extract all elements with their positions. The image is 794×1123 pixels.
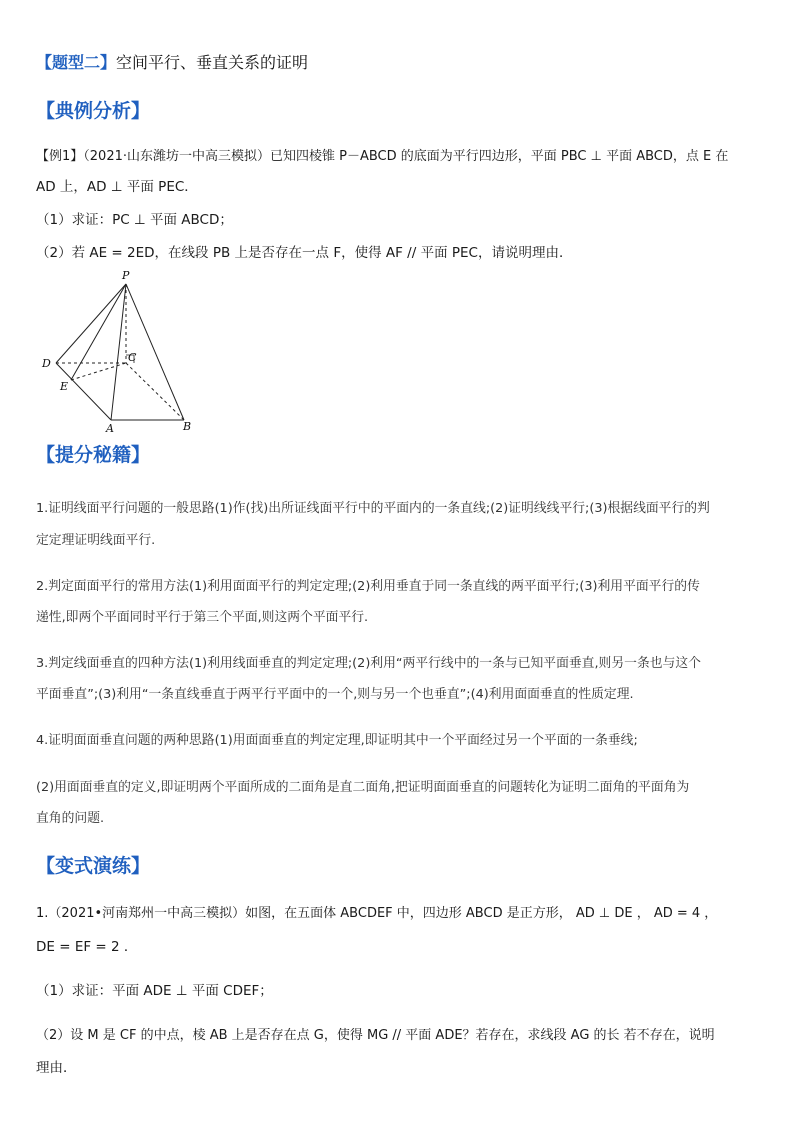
section-title-text: 空间平行、垂直关系的证明 (116, 53, 309, 72)
section-title (36, 50, 308, 73)
section-bracket: 【题型二】 (36, 53, 117, 72)
example-question-1: （1）求证：PC ⊥ 平面 ABCD； (36, 212, 233, 228)
variant-question-2-line-2: 理由． (36, 1060, 77, 1076)
label-P: P (122, 269, 130, 282)
tip-3-line-2: 平面垂直”;(3)利用“一条直线垂直于两平行平面中的一个,则与另一个也垂直”;(4)利用面面垂直的性质定理. (36, 687, 634, 702)
example-line-2: AD 上，AD ⊥ 平面 PEC． (36, 179, 198, 195)
tip-5-line-1: (2)用面面垂直的定义,即证明两个平面所成的二面角是直二面角,把证明面面垂直的问题转化为证明二面角的平面角为 (36, 780, 690, 795)
label-D: D (42, 357, 51, 370)
variant-line-1: 1.（2021•河南郑州一中高三模拟）如图，在五面体 ABCDEF 中，四边形 ABCD 是正方形， AD ⊥ DE ， AD = 4 ， (36, 906, 718, 921)
edge-CB (126, 363, 184, 420)
edge-PA (111, 284, 126, 420)
variant-line-2: DE = EF = 2 ． (36, 939, 138, 955)
tip-4-line-1: 4.证明面面垂直问题的两种思路(1)用面面垂直的判定定理,即证明其中一个平面经过另一个平面的一条垂线; (36, 733, 638, 748)
tip-5-line-2: 直角的问题. (36, 811, 105, 826)
example-question-2: （2）若 AE = 2ED，在线段 PB 上是否存在一点 F，使得 AF // 平面 PEC，请说明理由． (36, 245, 573, 261)
tip-1-line-1: 1.证明线面平行问题的一般思路(1)作(找)出所证线面平行中的平面内的一条直线;(2)证明线线平行;(3)根据线面平行的判 (36, 501, 710, 516)
typical-heading: 【典例分析】 (36, 100, 151, 122)
tip-1-line-2: 定定理证明线面平行. (36, 533, 156, 548)
variants-heading: 【变式演练】 (36, 855, 151, 877)
tip-2-line-1: 2.判定面面平行的常用方法(1)利用面面平行的判定定理;(2)利用垂直于同一条直线的两平面平行;(3)利用平面平行的传 (36, 579, 700, 594)
label-E: E (60, 380, 69, 393)
variant-question-2-line-1: （2）设 M 是 CF 的中点，棱 AB 上是否存在点 G，使得 MG // 平面 ADE？若存在，求线段 AG 的长 若不存在，说明 (36, 1028, 715, 1043)
label-C: C (128, 351, 137, 364)
edge-PD (56, 284, 126, 363)
example-line-1: 【例1】（2021·山东潍坊一中高三模拟）已知四棱锥 P－ABCD 的底面为平行四边形，平面 PBC ⊥ 平面 ABCD，点 E 在 (36, 149, 729, 164)
pyramid-figure (36, 268, 206, 436)
tip-3-line-1: 3.判定线面垂直的四种方法(1)利用线面垂直的判定定理;(2)利用“两平行线中的一条与已知平面垂直,则另一条也与这个 (36, 656, 701, 671)
tip-2-line-2: 递性,即两个平面同时平行于第三个平面,则这两个平面平行. (36, 610, 369, 625)
label-A: A (106, 422, 114, 435)
variant-question-1: （1）求证：平面 ADE ⊥ 平面 CDEF； (36, 983, 273, 999)
label-B: B (183, 420, 192, 433)
tips-heading: 【提分秘籍】 (36, 444, 151, 466)
